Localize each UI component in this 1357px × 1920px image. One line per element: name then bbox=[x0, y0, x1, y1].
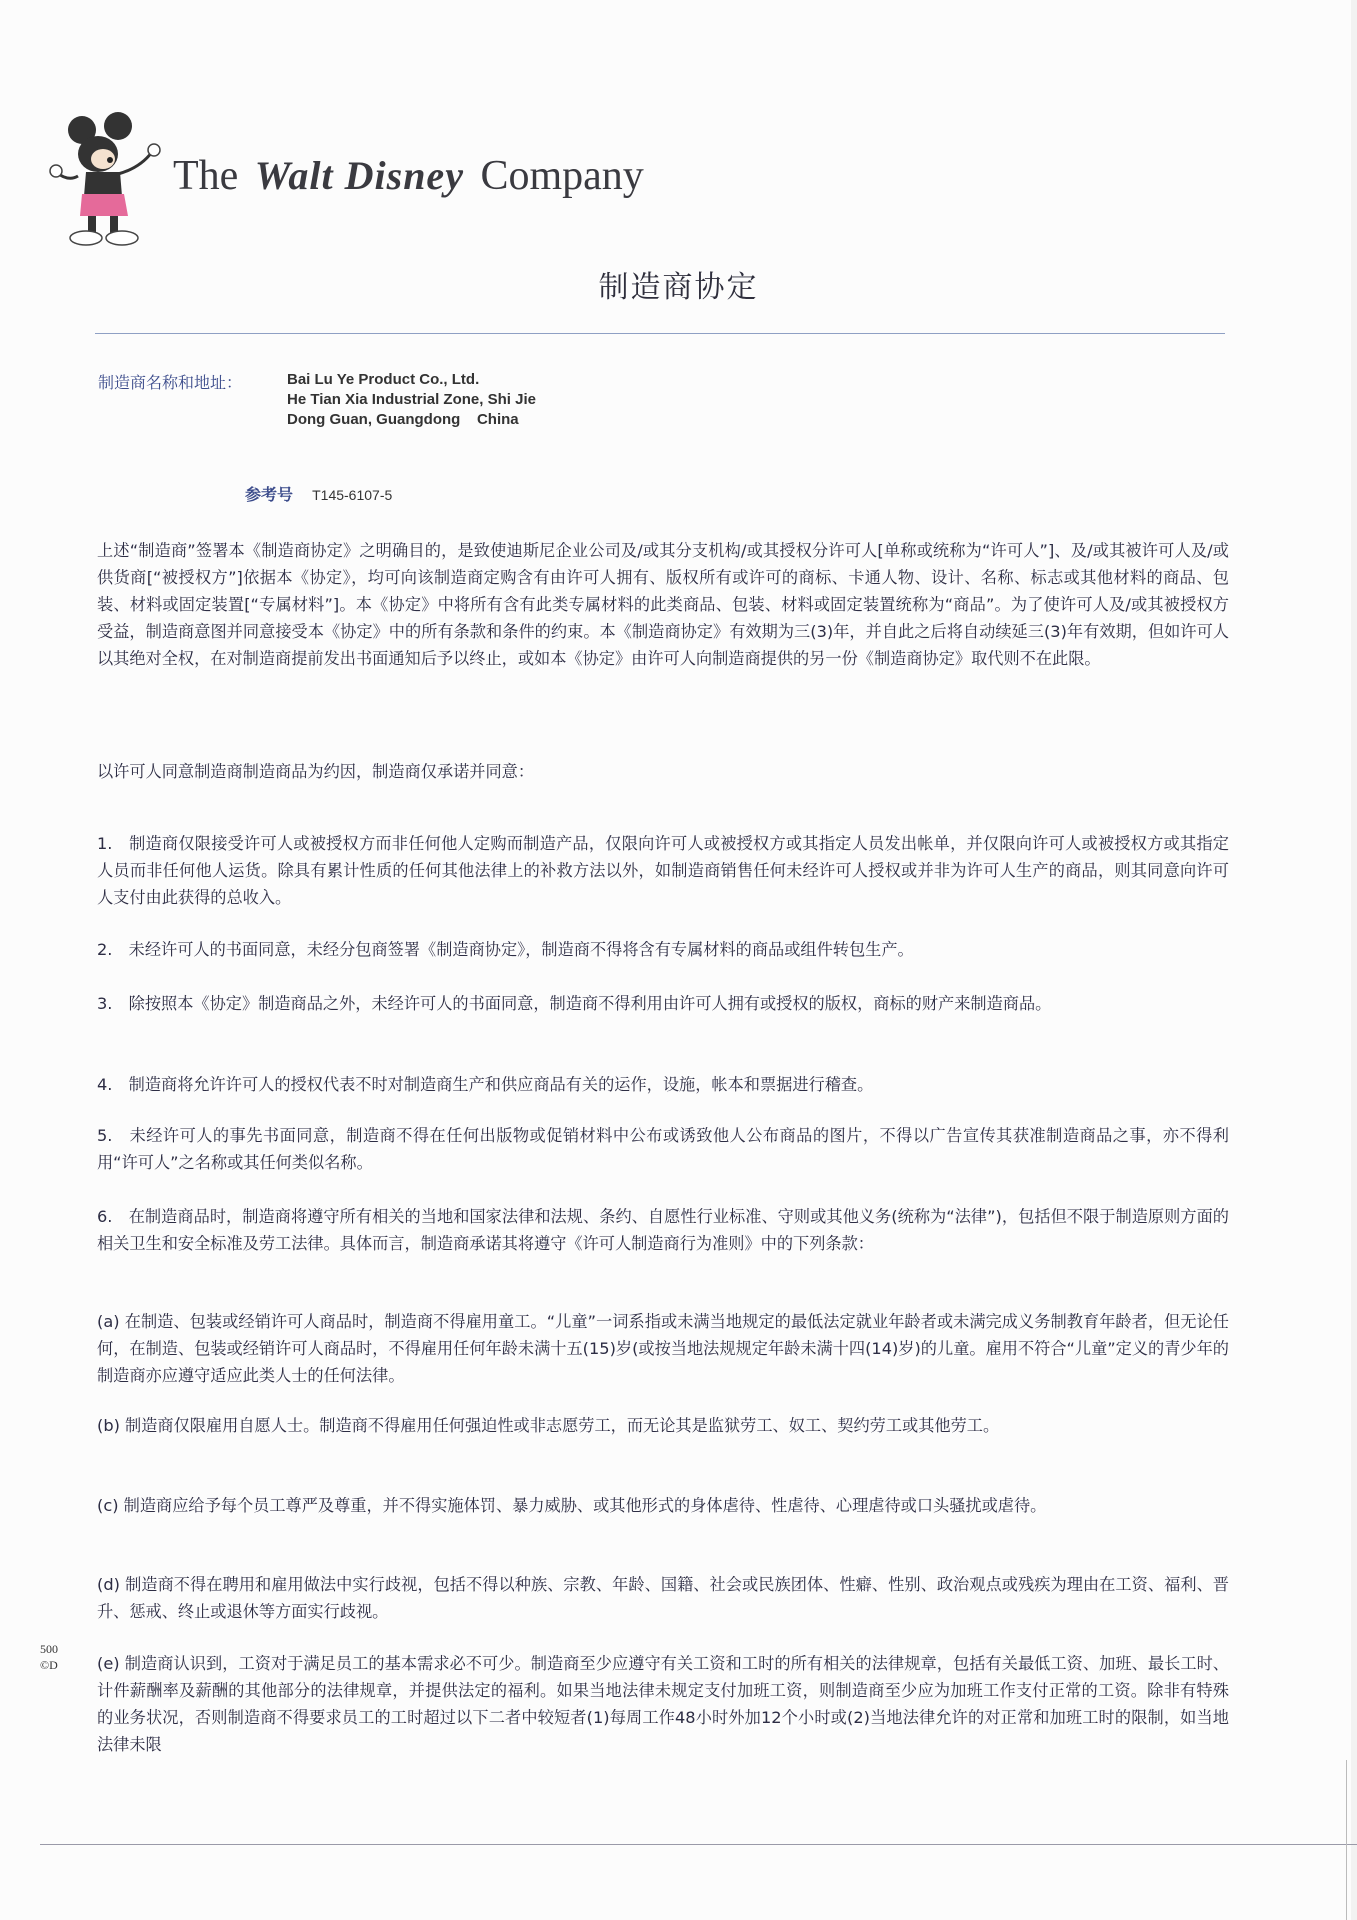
clause-6d: (d) 制造商不得在聘用和雇用做法中实行歧视，包括不得以种族、宗教、年龄、国籍、社会或民族团体、性癖、性别、政治观点或残疾为理由在工资、福利、晋升、惩戒、终止或退休等方面实行歧视。 bbox=[97, 1575, 1229, 1621]
brand-company: Company bbox=[480, 153, 644, 199]
brand-script: Walt Disney bbox=[254, 153, 464, 198]
clause-2: 2. 未经许可人的书面同意，未经分包商签署《制造商协定》，制造商不得将含有专属材料的商品或组件转包生产。 bbox=[97, 940, 914, 959]
clause-6a: (a) 在制造、包装或经销许可人商品时，制造商不得雇用童工。“儿童”一词系指或未满当地规定的最低法定就业年龄者或未满完成义务制教育年龄者，但无论任何，在制造、包装或经销许可人商品时，不得雇用任何年龄未满十五(15)岁(或按当地法规规定年龄未满十四(14)岁)的儿童。雇用不符合“儿童”定义的青少年的制造商亦应遵守适应此类人士的任何法律。 bbox=[97, 1312, 1229, 1385]
reference-label: 参考号 bbox=[245, 485, 294, 504]
address-line-1: Bai Lu Ye Product Co., Ltd. bbox=[287, 371, 480, 388]
company-wordmark bbox=[173, 152, 644, 200]
mickey-mouse-logo-icon bbox=[48, 112, 178, 252]
brand-the: The bbox=[173, 153, 239, 199]
clause-5: 5. 未经许可人的事先书面同意，制造商不得在任何出版物或促销材料中公布或诱致他人公布商品的图片，不得以广告宣传其获准制造商品之事，亦不得利用“许可人”之名称或其任何类似名称。 bbox=[97, 1126, 1229, 1172]
consideration-paragraph: 以许可人同意制造商制造商品为约因，制造商仅承诺并同意： bbox=[97, 762, 535, 781]
intro-paragraph: 上述“制造商”签署本《制造商协定》之明确目的，是致使迪斯尼企业公司及/或其分支机构/或其授权分许可人[单称或统称为“许可人”]、及/或其被许可人及/或供货商[“被授权方”]依据本《协定》，均可向该制造商定购含有由许可人拥有、版权所有或许可的商标、卡通人物、设计、名称、标志或其他材料的商品、包装、材料或固定装置[“专属材料”]。本《协定》中将所有含有此类专属材料的此类商品、包装、材料或固定装置统称为“商品”。为了使许可人及/或其被授权方受益，制造商意图并同意接受本《协定》中的所有条款和条件的约束。本《制造商协定》有效期为三(3)年，并自此之后将自动续延三(3)年有效期，但如许可人以其绝对全权，在对制造商提前发出书面通知后予以终止，或如本《协定》由许可人向制造商提供的另一份《制造商协定》取代则不在此限。 bbox=[97, 541, 1229, 668]
clause-6e: (e) 制造商认识到，工资对于满足员工的基本需求必不可少。制造商至少应遵守有关工资和工时的所有相关的法律规章，包括有关最低工资、加班、最长工时、计件薪酬率及薪酬的其他部分的法律规章，并提供法定的福利。如果当地法律未规定支付加班工资，则制造商至少应为加班工作支付正常的工资。除非有特殊的业务状况，否则制造商不得要求员工的工时超过以下二者中较短者(1)每周工作48小时外加12个小时或(2)当地法律允许的对正常和加班工时的限制，如当地法律未限 bbox=[97, 1654, 1229, 1754]
margin-mark-line-1: 500 bbox=[40, 1642, 58, 1656]
reference-value: T145-6107-5 bbox=[312, 487, 393, 503]
manufacturer-address bbox=[287, 370, 536, 430]
margin-mark-line-2: ©D bbox=[40, 1658, 58, 1672]
address-line-2: He Tian Xia Industrial Zone, Shi Jie bbox=[287, 391, 536, 408]
footer-divider bbox=[40, 1844, 1357, 1845]
document-title: 制造商协定 bbox=[598, 270, 759, 305]
clause-3: 3. 除按照本《协定》制造商品之外，未经许可人的书面同意，制造商不得利用由许可人拥有或授权的版权，商标的财产来制造商品。 bbox=[97, 994, 1052, 1013]
manufacturer-label: 制造商名称和地址： bbox=[98, 373, 243, 392]
reference-number bbox=[245, 482, 392, 505]
page-fold-edge bbox=[1346, 1760, 1357, 1920]
margin-mark bbox=[40, 1641, 58, 1673]
header-divider bbox=[95, 333, 1225, 334]
clause-6b: (b) 制造商仅限雇用自愿人士。制造商不得雇用任何强迫性或非志愿劳工，而无论其是监狱劳工、奴工、契约劳工或其他劳工。 bbox=[97, 1416, 1000, 1435]
clause-6c: (c) 制造商应给予每个员工尊严及尊重，并不得实施体罚、暴力威胁、或其他形式的身体虐待、性虐待、心理虐待或口头骚扰或虐待。 bbox=[97, 1496, 1047, 1515]
address-line-3: Dong Guan, Guangdong China bbox=[287, 411, 519, 428]
clause-4: 4. 制造商将允许许可人的授权代表不时对制造商生产和供应商品有关的运作，设施，帐本和票据进行稽查。 bbox=[97, 1075, 874, 1094]
company-logo bbox=[48, 112, 688, 252]
clause-1: 1. 制造商仅限接受许可人或被授权方而非任何他人定购而制造产品，仅限向许可人或被授权方或其指定人员发出帐单，并仅限向许可人或被授权方或其指定人员而非任何他人运货。除具有累计性质的任何其他法律上的补救方法以外，如制造商销售任何未经许可人授权或并非为许可人生产的商品，则其同意向许可人支付由此获得的总收入。 bbox=[97, 834, 1229, 907]
clause-6: 6. 在制造商品时，制造商将遵守所有相关的当地和国家法律和法规、条约、自愿性行业标准、守则或其他义务(统称为“法律”)，包括但不限于制造原则方面的相关卫生和安全标准及劳工法律。具体而言，制造商承诺其将遵守《许可人制造商行为准则》中的下列条款： bbox=[97, 1207, 1229, 1253]
